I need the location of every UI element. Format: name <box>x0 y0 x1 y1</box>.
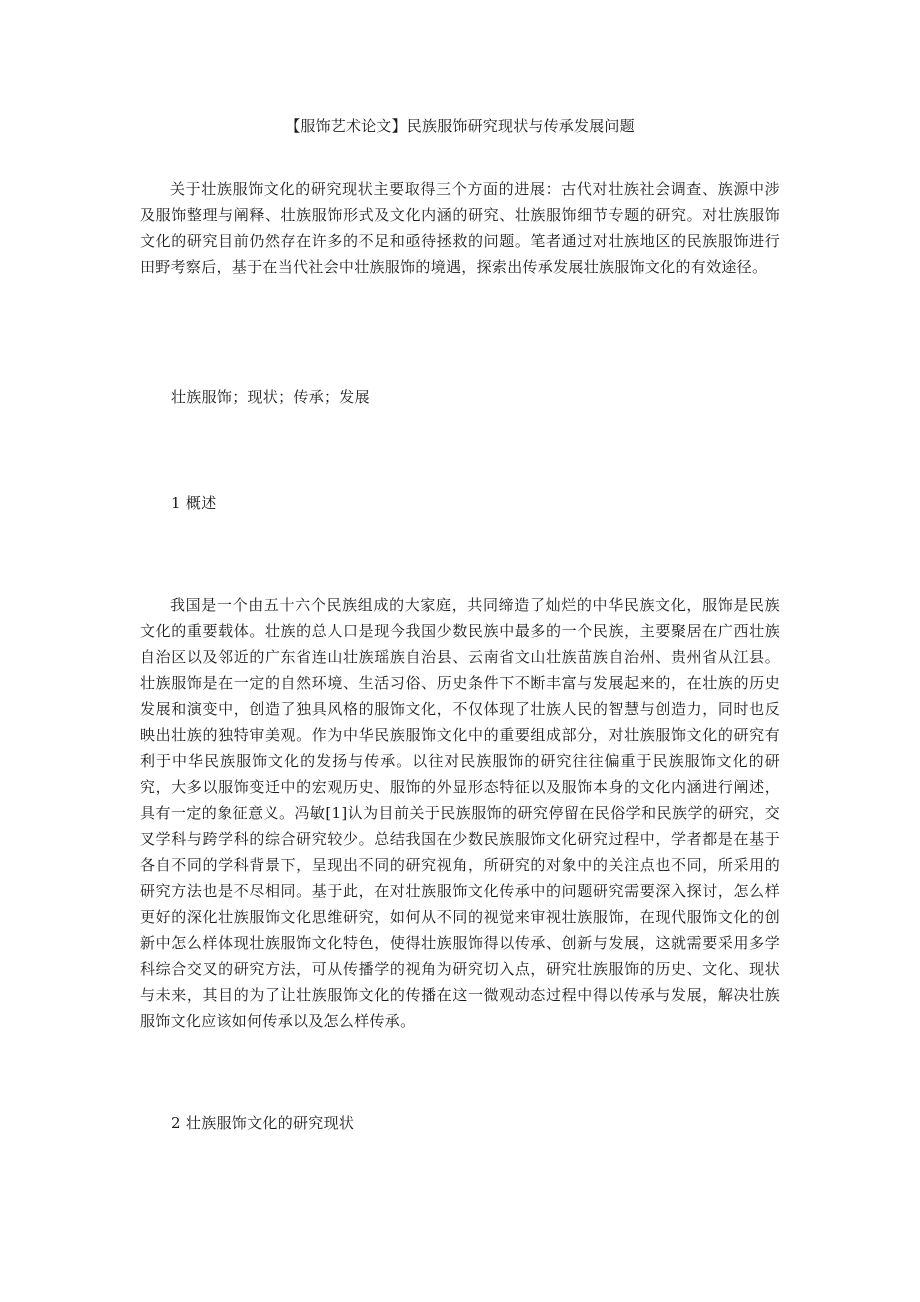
section-body-overview: 我国是一个由五十六个民族组成的大家庭，共同缔造了灿烂的中华民族文化，服饰是民族文化的重要载体。壮族的总人口是现今我国少数民族中最多的一个民族，主要聚居在广西壮族自治区以及邻近的广东省连山壮族瑶族自治县、云南省文山壮族苗族自治州、贵州省从江县。壮族服饰是在一定的自然环境、生活习俗、历史条件下不断丰富与发展起来的，在壮族的历史发展和演变中，创造了独具风格的服饰文化，不仅体现了壮族人民的智慧与创造力，同时也反映出壮族的独特审美观。作为中华民族服饰文化中的重要组成部分，对壮族服饰文化的研究有利于中华民族服饰文化的发扬与传承。以往对民族服饰的研究往往偏重于民族服饰文化的研究，大多以服饰变迁中的宏观历史、服饰的外显形态特征以及服饰本身的文化内涵进行阐述，具有一定的象征意义。冯敏[1]认为目前关于民族服饰的研究停留在民俗学和民族学的研究，交叉学科与跨学科的综合研究较少。总结我国在少数民族服饰文化研究过程中，学者都是在基于各自不同的学科背景下，呈现出不同的研究视角，所研究的对象中的关注点也不同，所采用的研究方法也是不尽相同。基于此，在对壮族服饰文化传承中的问题研究需要深入探讨，怎么样更好的深化壮族服饰文化思维研究，如何从不同的视觉来审视壮族服饰，在现代服饰文化的创新中怎么样体现壮族服饰文化特色，使得壮族服饰得以传承、创新与发展，这就需要采用多学科综合交叉的研究方法，可从传播学的视角为研究切入点，研究壮族服饰的历史、文化、现状与未来，其目的为了让壮族服饰文化的传播在这一微观动态过程中得以传承与发展，解决壮族服饰文化应该如何传承以及怎么样传承。 <box>140 596 780 1030</box>
document-title: 【服饰艺术论文】民族服饰研究现状与传承发展问题 <box>285 117 635 135</box>
section-heading-overview: 1 概述 <box>171 494 217 512</box>
abstract-paragraph: 关于壮族服饰文化的研究现状主要取得三个方面的进展：古代对壮族社会调查、族源中涉及服饰整理与阐释、壮族服饰形式及文化内涵的研究、壮族服饰细节专题的研究。对壮族服饰文化的研究目前仍然存在许多的不足和亟待拯救的问题。笔者通过对壮族地区的民族服饰进行田野考察后，基于在当代社会中壮族服饰的境遇，探索出传承发展壮族服饰文化的有效途径。 <box>140 180 780 276</box>
section-heading-research-status: 2 壮族服饰文化的研究现状 <box>171 1114 355 1132</box>
keywords: 壮族服饰；现状；传承；发展 <box>171 388 370 406</box>
